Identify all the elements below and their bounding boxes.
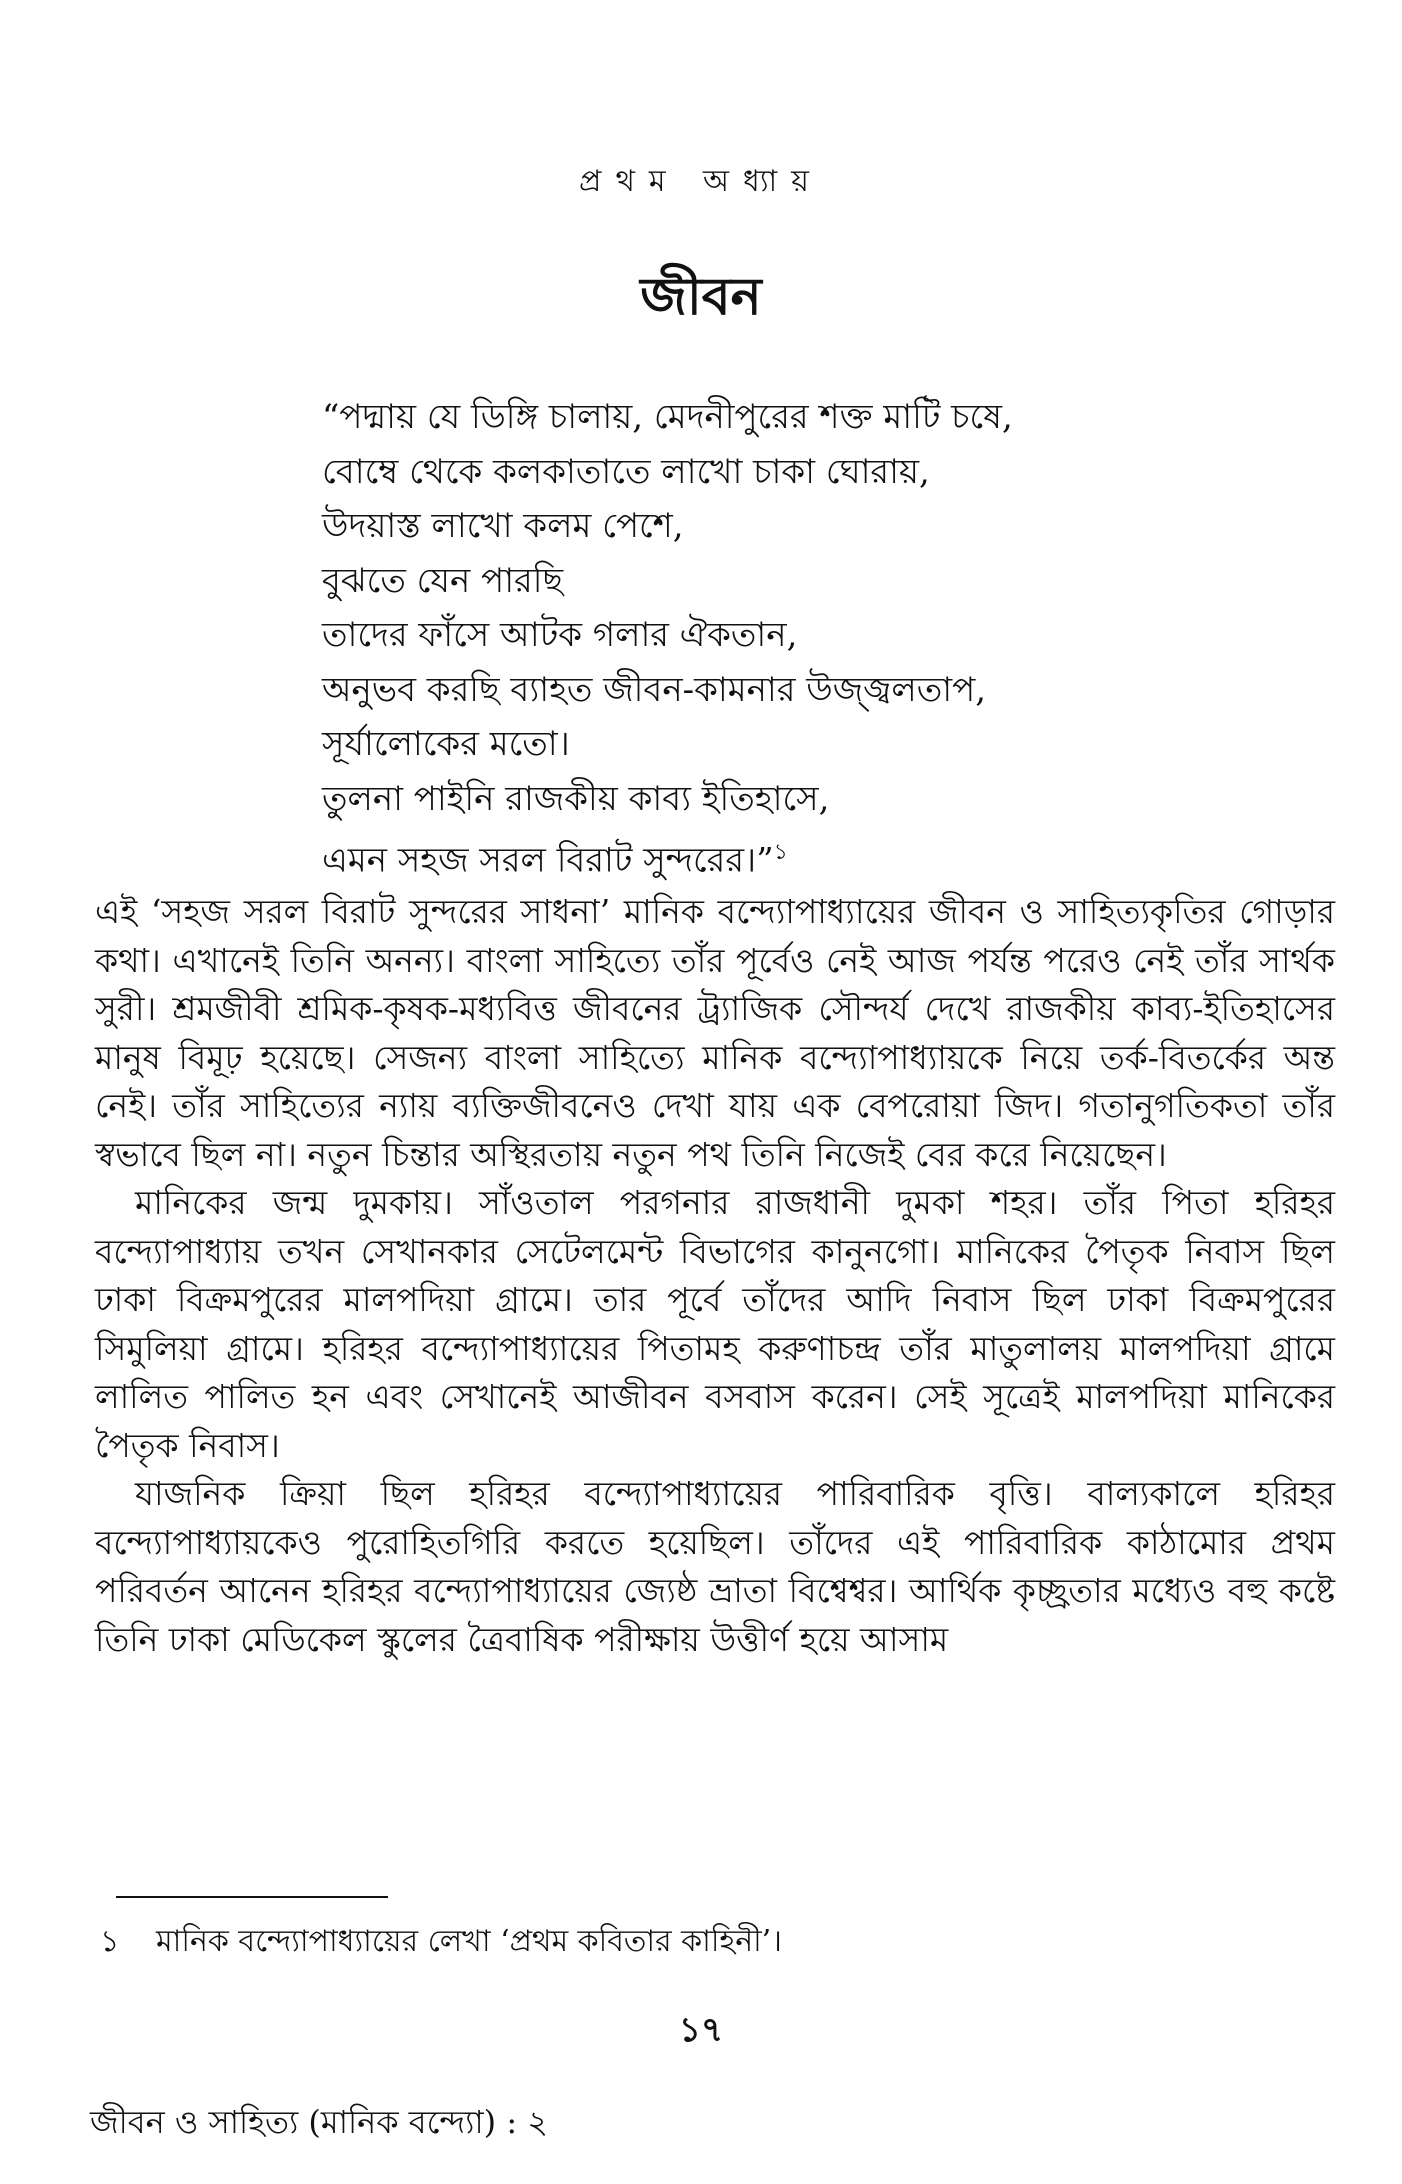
epigraph-poem (322, 390, 1322, 881)
page-number: ১৭ (678, 2010, 724, 2050)
poem-line: অনুভব করছি ব্যাহত জীবন-কামনার উজ্জ্বলতাপ, (322, 669, 986, 710)
poem-line: বুঝতে যেন পারছি (322, 560, 564, 601)
poem-line: তুলনা পাইনি রাজকীয় কাব্য ইতিহাসে, (322, 778, 830, 819)
poem-line-text: এমন সহজ সরল বিরাট সুন্দরের।” (322, 840, 774, 881)
paragraph: যাজনিক ক্রিয়া ছিল হরিহর বন্দ্যোপাধ্যায়ের পারিবারিক বৃত্তি। বাল্যকালে হরিহর বন্দ্যোপাধ্যায়কেও পুরোহিতগিরি করতে হয়েছিল। তাঁদের এই পারিবারিক কাঠামোর প্রথম পরিবর্তন আনেন হরিহর বন্দ্যোপাধ্যায়ের জ্যেষ্ঠ ভ্রাতা বিশ্বেশ্বর। আর্থিক কৃচ্ছ্রতার মধ্যেও বহু কষ্টে তিনি ঢাকা মেডিকেল স্কুলের ত্রৈবাষিক পরীক্ষায় উত্তীর্ণ হয়ে আসাম (95, 1474, 1335, 1659)
section-title: জীবন (640, 266, 762, 327)
paragraph: এই ‘সহজ সরল বিরাট সুন্দরের সাধনা’ মানিক বন্দ্যোপাধ্যায়ের জীবন ও সাহিত্যকৃতির গোড়ার কথা। এখানেই তিনি অনন্য। বাংলা সাহিত্যে তাঁর পূর্বেও নেই আজ পর্যন্ত পরেও নেই তাঁর সার্থক সুরী। শ্রমজীবী শ্রমিক-কৃষক-মধ্যবিত্ত জীবনের ট্র্যাজিক সৌন্দর্য দেখে রাজকীয় কাব্য-ইতিহাসের মানুষ বিমূঢ় হয়েছে। সেজন্য বাংলা সাহিত্যে মানিক বন্দ্যোপাধ্যায়কে নিয়ে তর্ক-বিতর্কের অন্ত নেই। তাঁর সাহিত্যের ন্যায় ব্যক্তিজীবনেও দেখা যায় এক বেপরোয়া জিদ। গতানুগতিকতা তাঁর স্বভাবে ছিল না। নতুন চিন্তার অস্থিরতায় নতুন পথ তিনি নিজেই বের করে নিয়েছেন। (95, 892, 1335, 1174)
running-footer: জীবন ও সাহিত্য (মানিক বন্দ্যো) : ২ (90, 2103, 549, 2141)
poem-line: “পদ্মায় যে ডিঙ্গি চালায়, মেদনীপুরের শক্ত মাটি চষে, (322, 397, 1013, 437)
paragraph: মানিকের জন্ম দুমকায়। সাঁওতাল পরগনার রাজধানী দুমকা শহর। তাঁর পিতা হরিহর বন্দ্যোপাধ্যায় তখন সেখানকার সেটেলমেন্ট বিভাগের কানুনগো। মানিকের পৈতৃক নিবাস ছিল ঢাকা বিক্রমপুরের মালপদিয়া গ্রামে। তার পূর্বে তাঁদের আদি নিবাস ছিল ঢাকা বিক্রমপুরের সিমুলিয়া গ্রামে। হরিহর বন্দ্যোপাধ্যায়ের পিতামহ করুণাচন্দ্র তাঁর মাতুলালয় মালপদিয়া গ্রামে লালিত পালিত হন এবং সেখানেই আজীবন বসবাস করেন। সেই সূত্রেই মালপদিয়া মানিকের পৈতৃক নিবাস। (95, 1183, 1335, 1465)
footnote-marker: ১ (773, 840, 788, 865)
poem-line: উদয়াস্ত লাখো কলম পেশে, (322, 506, 684, 546)
footnote (100, 1920, 1300, 1964)
footnote-text: মানিক বন্দ্যোপাধ্যায়ের লেখা ‘প্রথম কবিতার কাহিনী’। (156, 1924, 782, 1959)
poem-line: সূর্যালোকের মতো। (322, 724, 570, 764)
chapter-heading: প্রথম অধ্যায় (579, 164, 823, 199)
poem-line-last (322, 826, 1322, 881)
poem-line: বোম্বে থেকে কলকাতাতে লাখো চাকা ঘোরায়, (322, 451, 930, 492)
poem-line: তাদের ফাঁসে আটক গলার ঐকতান, (322, 615, 798, 655)
footnote-number: ১ (100, 1924, 120, 1959)
body-text (95, 888, 1335, 1664)
footnote-divider (116, 1896, 388, 1898)
